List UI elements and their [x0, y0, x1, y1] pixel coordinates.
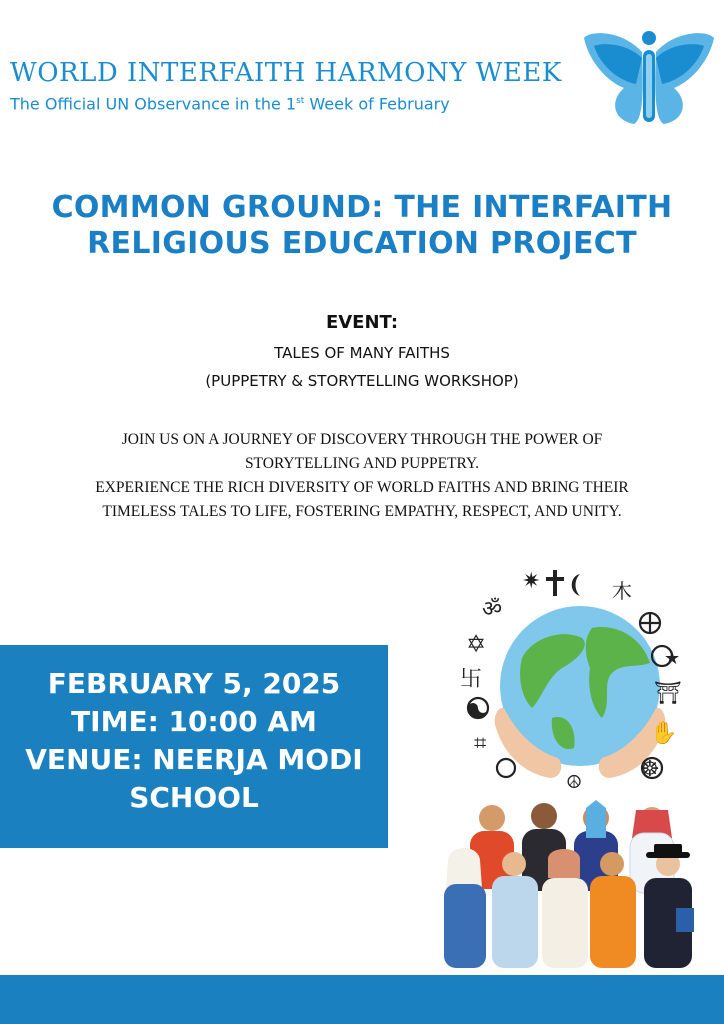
- event-date: FEBRUARY 5, 2025: [47, 667, 341, 700]
- event-details-box: [0, 645, 388, 848]
- svg-text:☮: ☮: [566, 772, 583, 790]
- svg-text:✷: ✷: [522, 569, 541, 594]
- event-subtitle: (PUPPETRY & STORYTELLING WORKSHOP): [205, 372, 519, 390]
- header: [10, 58, 562, 115]
- description-line: STORYTELLING AND PUPPETRY.: [244, 455, 480, 472]
- footer-bar: [0, 975, 724, 1024]
- svg-text:✡: ✡: [466, 630, 487, 658]
- svg-text:⛩: ⛩: [654, 681, 682, 706]
- brand-subtitle-pre: The Official UN Observance in the 1: [10, 94, 297, 114]
- butterfly-logo-icon: [582, 28, 716, 126]
- main-title-line1: COMMON GROUND: THE INTERFAITH: [51, 190, 673, 225]
- event-label: EVENT:: [325, 312, 399, 333]
- svg-text:⌗: ⌗: [474, 731, 487, 756]
- event-description: [10, 428, 714, 524]
- description-line: JOIN US ON A JOURNEY OF DISCOVERY THROUGH THE POWER OF: [121, 431, 603, 448]
- event-venue-line2: SCHOOL: [129, 781, 259, 814]
- event-name: TALES OF MANY FAITHS: [274, 344, 450, 362]
- svg-text:木: 木: [612, 579, 632, 603]
- brand-subtitle: [10, 90, 562, 115]
- brand-subtitle-post: Week of February: [304, 94, 450, 114]
- description-line: TIMELESS TALES TO LIFE, FOSTERING EMPATHY, RESPECT, AND UNITY.: [102, 503, 622, 520]
- globe-with-hands-and-faith-symbols-icon: [452, 568, 708, 790]
- main-title-line2: RELIGIOUS EDUCATION PROJECT: [87, 226, 637, 261]
- brand-title: WORLD INTERFAITH HARMONY WEEK: [10, 58, 562, 88]
- svg-text:✋: ✋: [650, 721, 678, 746]
- diverse-faith-group-illustration-icon: [440, 798, 708, 970]
- svg-text:ॐ: ॐ: [482, 597, 503, 622]
- description-line: EXPERIENCE THE RICH DIVERSITY OF WORLD FAITHS AND BRING THEIR: [95, 479, 629, 496]
- svg-text:卐: 卐: [460, 667, 483, 692]
- brand-subtitle-sup: st: [296, 96, 305, 106]
- event-time: TIME: 10:00 AM: [71, 705, 317, 738]
- event-venue-line1: VENUE: NEERJA MODI: [25, 743, 363, 776]
- svg-text:☸: ☸: [640, 757, 660, 782]
- main-title: [0, 190, 724, 262]
- svg-text:★: ★: [664, 648, 681, 669]
